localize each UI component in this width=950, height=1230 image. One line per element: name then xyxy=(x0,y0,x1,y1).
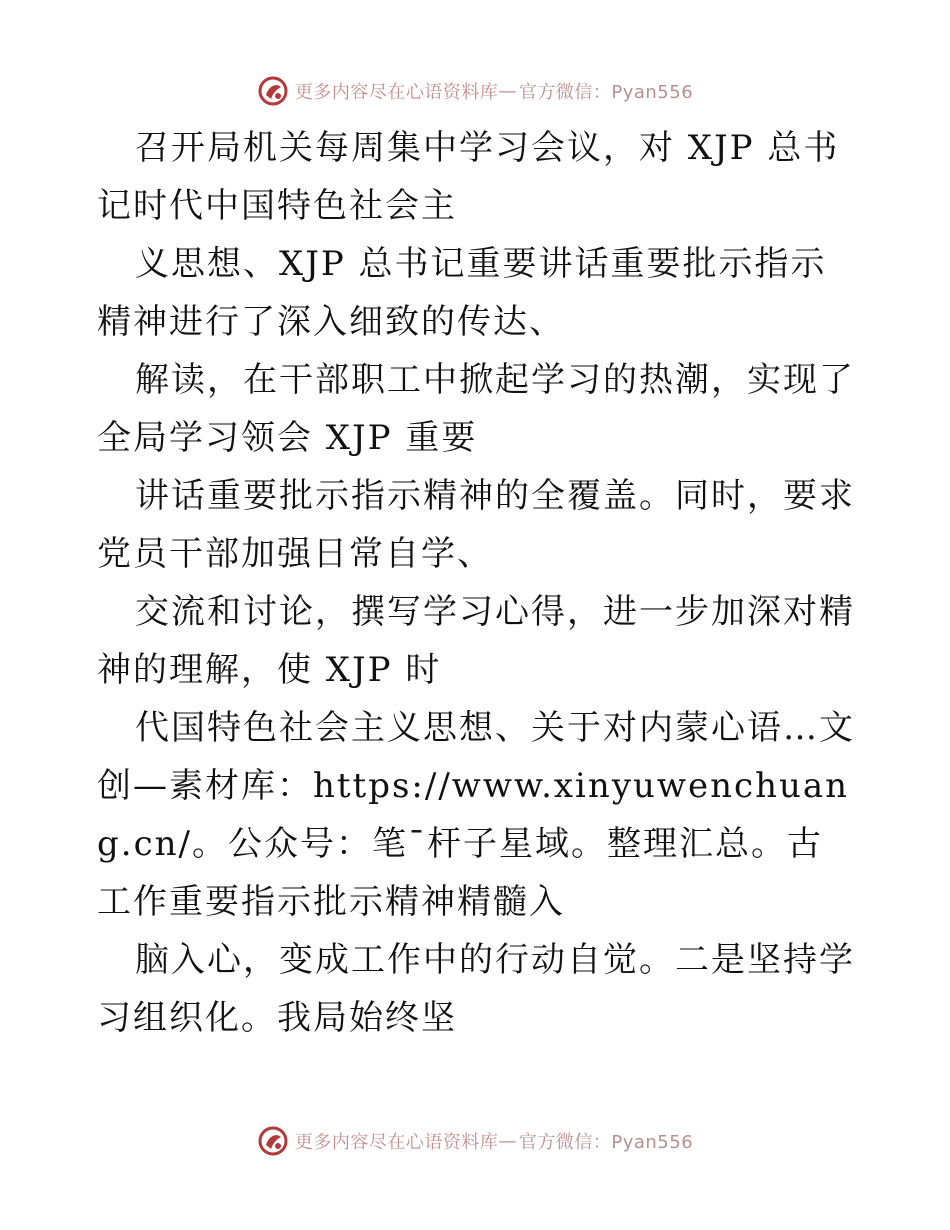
document-body xyxy=(97,119,857,1047)
watermark-text: 更多内容尽在心语资料库 xyxy=(294,82,499,103)
paragraph: 交流和讨论，撰写学习心得，进一步加深对精神的理解，使 XJP 时 xyxy=(97,592,855,690)
paragraph: 召开局机关每周集中学习会议，对 XJP 总书记时代中国特色社会主 xyxy=(97,128,840,226)
logo-icon xyxy=(257,1125,289,1157)
watermark-text: 更多内容尽在心语资料库 xyxy=(294,1132,499,1153)
header-watermark xyxy=(0,71,950,111)
watermark-separator: — xyxy=(498,1130,517,1152)
paragraph: 讲话重要批示指示精神的全覆盖。同时，要求党员干部加强日常自学、 xyxy=(97,476,855,574)
paragraph: 义思想、XJP 总书记重要讲话重要批示指示精神进行了深入细致的传达、 xyxy=(97,244,827,342)
watermark-separator: — xyxy=(498,80,517,102)
paragraph: 解读，在干部职工中掀起学习的热潮，实现了全局学习领会 XJP 重要 xyxy=(97,360,855,458)
logo-icon xyxy=(257,75,289,107)
footer-watermark xyxy=(0,1121,950,1161)
paragraph: 脑入心，变成工作中的行动自觉。二是坚持学习组织化。我局始终坚 xyxy=(97,940,855,1038)
watermark-contact: 官方微信：Pyan556 xyxy=(518,1132,694,1153)
paragraph: 代国特色社会主义思想、关于对内蒙心语…文创—素材库：https://www.xinyuwenchuang.cn/。公众号：笔¯杆子星域。整理汇总。古工作重要指示批示精神精髓入 xyxy=(97,708,855,922)
watermark-contact: 官方微信：Pyan556 xyxy=(518,82,694,103)
